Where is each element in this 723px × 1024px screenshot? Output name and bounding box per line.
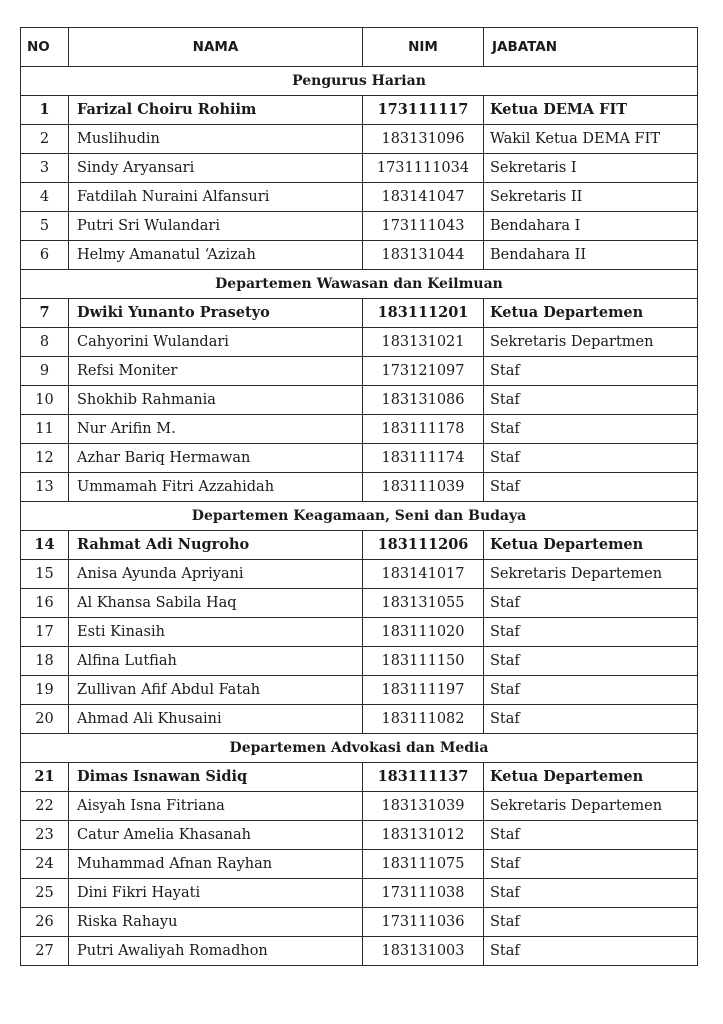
cell-nama: Esti Kinasih xyxy=(69,618,363,647)
cell-nim: 173111038 xyxy=(363,879,484,908)
cell-no: 15 xyxy=(21,560,69,589)
cell-jabatan: Staf xyxy=(484,589,698,618)
cell-nim: 183111174 xyxy=(363,444,484,473)
table-row xyxy=(21,154,698,183)
table-row xyxy=(21,589,698,618)
table-row xyxy=(21,328,698,357)
cell-nama: Muslihudin xyxy=(69,125,363,154)
table-row xyxy=(21,386,698,415)
table-row xyxy=(21,415,698,444)
cell-nim: 183111020 xyxy=(363,618,484,647)
cell-nim: 183131086 xyxy=(363,386,484,415)
cell-nama: Riska Rahayu xyxy=(69,908,363,937)
cell-jabatan: Bendahara I xyxy=(484,212,698,241)
table-row xyxy=(21,879,698,908)
cell-nama: Refsi Moniter xyxy=(69,357,363,386)
section-title: Departemen Wawasan dan Keilmuan xyxy=(21,270,698,299)
table-row xyxy=(21,763,698,792)
table-row xyxy=(21,357,698,386)
table-row xyxy=(21,473,698,502)
cell-jabatan: Staf xyxy=(484,908,698,937)
cell-jabatan: Staf xyxy=(484,444,698,473)
cell-nim: 183111039 xyxy=(363,473,484,502)
cell-nama: Dini Fikri Hayati xyxy=(69,879,363,908)
cell-nim: 183111206 xyxy=(363,531,484,560)
table-row xyxy=(21,937,698,966)
cell-nama: Fatdilah Nuraini Alfansuri xyxy=(69,183,363,212)
cell-nama: Al Khansa Sabila Haq xyxy=(69,589,363,618)
table-row xyxy=(21,647,698,676)
cell-jabatan: Staf xyxy=(484,386,698,415)
cell-jabatan: Staf xyxy=(484,415,698,444)
cell-nama: Ummamah Fitri Azzahidah xyxy=(69,473,363,502)
table-header-row xyxy=(21,28,698,67)
cell-no: 4 xyxy=(21,183,69,212)
cell-nim: 183141017 xyxy=(363,560,484,589)
cell-nama: Aisyah Isna Fitriana xyxy=(69,792,363,821)
cell-nama: Ahmad Ali Khusaini xyxy=(69,705,363,734)
table-row xyxy=(21,821,698,850)
cell-jabatan: Sekretaris II xyxy=(484,183,698,212)
section-title: Departemen Advokasi dan Media xyxy=(21,734,698,763)
cell-nim: 183111075 xyxy=(363,850,484,879)
header-jabatan: JABATAN xyxy=(484,28,698,67)
cell-jabatan: Ketua DEMA FIT xyxy=(484,96,698,125)
cell-jabatan: Bendahara II xyxy=(484,241,698,270)
cell-nim: 183141047 xyxy=(363,183,484,212)
table-row xyxy=(21,125,698,154)
cell-nama: Dimas Isnawan Sidiq xyxy=(69,763,363,792)
member-roster-document xyxy=(20,27,698,966)
cell-nim: 173111117 xyxy=(363,96,484,125)
cell-jabatan: Staf xyxy=(484,357,698,386)
cell-no: 9 xyxy=(21,357,69,386)
table-row xyxy=(21,560,698,589)
cell-nama: Rahmat Adi Nugroho xyxy=(69,531,363,560)
cell-nama: Putri Awaliyah Romadhon xyxy=(69,937,363,966)
cell-jabatan: Sekretaris Departemen xyxy=(484,792,698,821)
cell-no: 1 xyxy=(21,96,69,125)
cell-nim: 183111137 xyxy=(363,763,484,792)
cell-nim: 183131003 xyxy=(363,937,484,966)
cell-no: 11 xyxy=(21,415,69,444)
cell-nim: 173121097 xyxy=(363,357,484,386)
header-nama: NAMA xyxy=(69,28,363,67)
table-row xyxy=(21,792,698,821)
cell-nim: 183131044 xyxy=(363,241,484,270)
table-row xyxy=(21,212,698,241)
cell-nama: Zullivan Afif Abdul Fatah xyxy=(69,676,363,705)
section-header-row xyxy=(21,270,698,299)
cell-no: 2 xyxy=(21,125,69,154)
cell-nim: 183131096 xyxy=(363,125,484,154)
table-row xyxy=(21,299,698,328)
cell-jabatan: Staf xyxy=(484,850,698,879)
section-header-row xyxy=(21,734,698,763)
cell-nim: 183111150 xyxy=(363,647,484,676)
cell-no: 3 xyxy=(21,154,69,183)
cell-nim: 183131021 xyxy=(363,328,484,357)
header-no: NO xyxy=(21,28,69,67)
cell-no: 13 xyxy=(21,473,69,502)
cell-nama: Muhammad Afnan Rayhan xyxy=(69,850,363,879)
cell-no: 8 xyxy=(21,328,69,357)
cell-jabatan: Staf xyxy=(484,618,698,647)
cell-no: 23 xyxy=(21,821,69,850)
cell-nama: Cahyorini Wulandari xyxy=(69,328,363,357)
table-row xyxy=(21,618,698,647)
table-row xyxy=(21,531,698,560)
cell-no: 6 xyxy=(21,241,69,270)
cell-nama: Dwiki Yunanto Prasetyo xyxy=(69,299,363,328)
cell-no: 21 xyxy=(21,763,69,792)
cell-no: 20 xyxy=(21,705,69,734)
cell-nim: 183131039 xyxy=(363,792,484,821)
cell-jabatan: Sekretaris I xyxy=(484,154,698,183)
cell-nim: 183111082 xyxy=(363,705,484,734)
section-title: Departemen Keagamaan, Seni dan Budaya xyxy=(21,502,698,531)
cell-no: 25 xyxy=(21,879,69,908)
cell-jabatan: Staf xyxy=(484,676,698,705)
cell-jabatan: Staf xyxy=(484,705,698,734)
cell-nama: Shokhib Rahmania xyxy=(69,386,363,415)
cell-no: 26 xyxy=(21,908,69,937)
table-row xyxy=(21,850,698,879)
cell-jabatan: Staf xyxy=(484,647,698,676)
table-row xyxy=(21,676,698,705)
cell-no: 7 xyxy=(21,299,69,328)
cell-jabatan: Ketua Departemen xyxy=(484,531,698,560)
cell-nim: 173111036 xyxy=(363,908,484,937)
cell-jabatan: Staf xyxy=(484,473,698,502)
cell-jabatan: Ketua Departemen xyxy=(484,299,698,328)
section-header-row xyxy=(21,502,698,531)
cell-jabatan: Wakil Ketua DEMA FIT xyxy=(484,125,698,154)
cell-no: 18 xyxy=(21,647,69,676)
cell-nama: Azhar Bariq Hermawan xyxy=(69,444,363,473)
cell-nim: 173111043 xyxy=(363,212,484,241)
cell-nim: 183131055 xyxy=(363,589,484,618)
section-title: Pengurus Harian xyxy=(21,67,698,96)
cell-no: 19 xyxy=(21,676,69,705)
cell-jabatan: Sekretaris Departmen xyxy=(484,328,698,357)
table-row xyxy=(21,908,698,937)
cell-no: 22 xyxy=(21,792,69,821)
cell-nama: Anisa Ayunda Apriyani xyxy=(69,560,363,589)
cell-nama: Alfina Lutfiah xyxy=(69,647,363,676)
table-row xyxy=(21,705,698,734)
cell-no: 12 xyxy=(21,444,69,473)
cell-jabatan: Staf xyxy=(484,821,698,850)
cell-jabatan: Staf xyxy=(484,879,698,908)
cell-no: 24 xyxy=(21,850,69,879)
table-row xyxy=(21,444,698,473)
table-row xyxy=(21,96,698,125)
cell-no: 17 xyxy=(21,618,69,647)
cell-nim: 183111197 xyxy=(363,676,484,705)
table-row xyxy=(21,183,698,212)
header-nim: NIM xyxy=(363,28,484,67)
table-row xyxy=(21,241,698,270)
cell-jabatan: Sekretaris Departemen xyxy=(484,560,698,589)
member-roster-table xyxy=(20,27,698,966)
cell-no: 27 xyxy=(21,937,69,966)
table-body xyxy=(21,67,698,966)
cell-nama: Sindy Aryansari xyxy=(69,154,363,183)
cell-nama: Catur Amelia Khasanah xyxy=(69,821,363,850)
cell-no: 10 xyxy=(21,386,69,415)
cell-nama: Farizal Choiru Rohiim xyxy=(69,96,363,125)
cell-nim: 183131012 xyxy=(363,821,484,850)
section-header-row xyxy=(21,67,698,96)
cell-nim: 183111178 xyxy=(363,415,484,444)
cell-nama: Nur Arifin M. xyxy=(69,415,363,444)
cell-no: 16 xyxy=(21,589,69,618)
cell-jabatan: Ketua Departemen xyxy=(484,763,698,792)
cell-nim: 1731111034 xyxy=(363,154,484,183)
cell-no: 5 xyxy=(21,212,69,241)
cell-nama: Putri Sri Wulandari xyxy=(69,212,363,241)
cell-jabatan: Staf xyxy=(484,937,698,966)
cell-nama: Helmy Amanatul ‘Azizah xyxy=(69,241,363,270)
cell-no: 14 xyxy=(21,531,69,560)
cell-nim: 183111201 xyxy=(363,299,484,328)
